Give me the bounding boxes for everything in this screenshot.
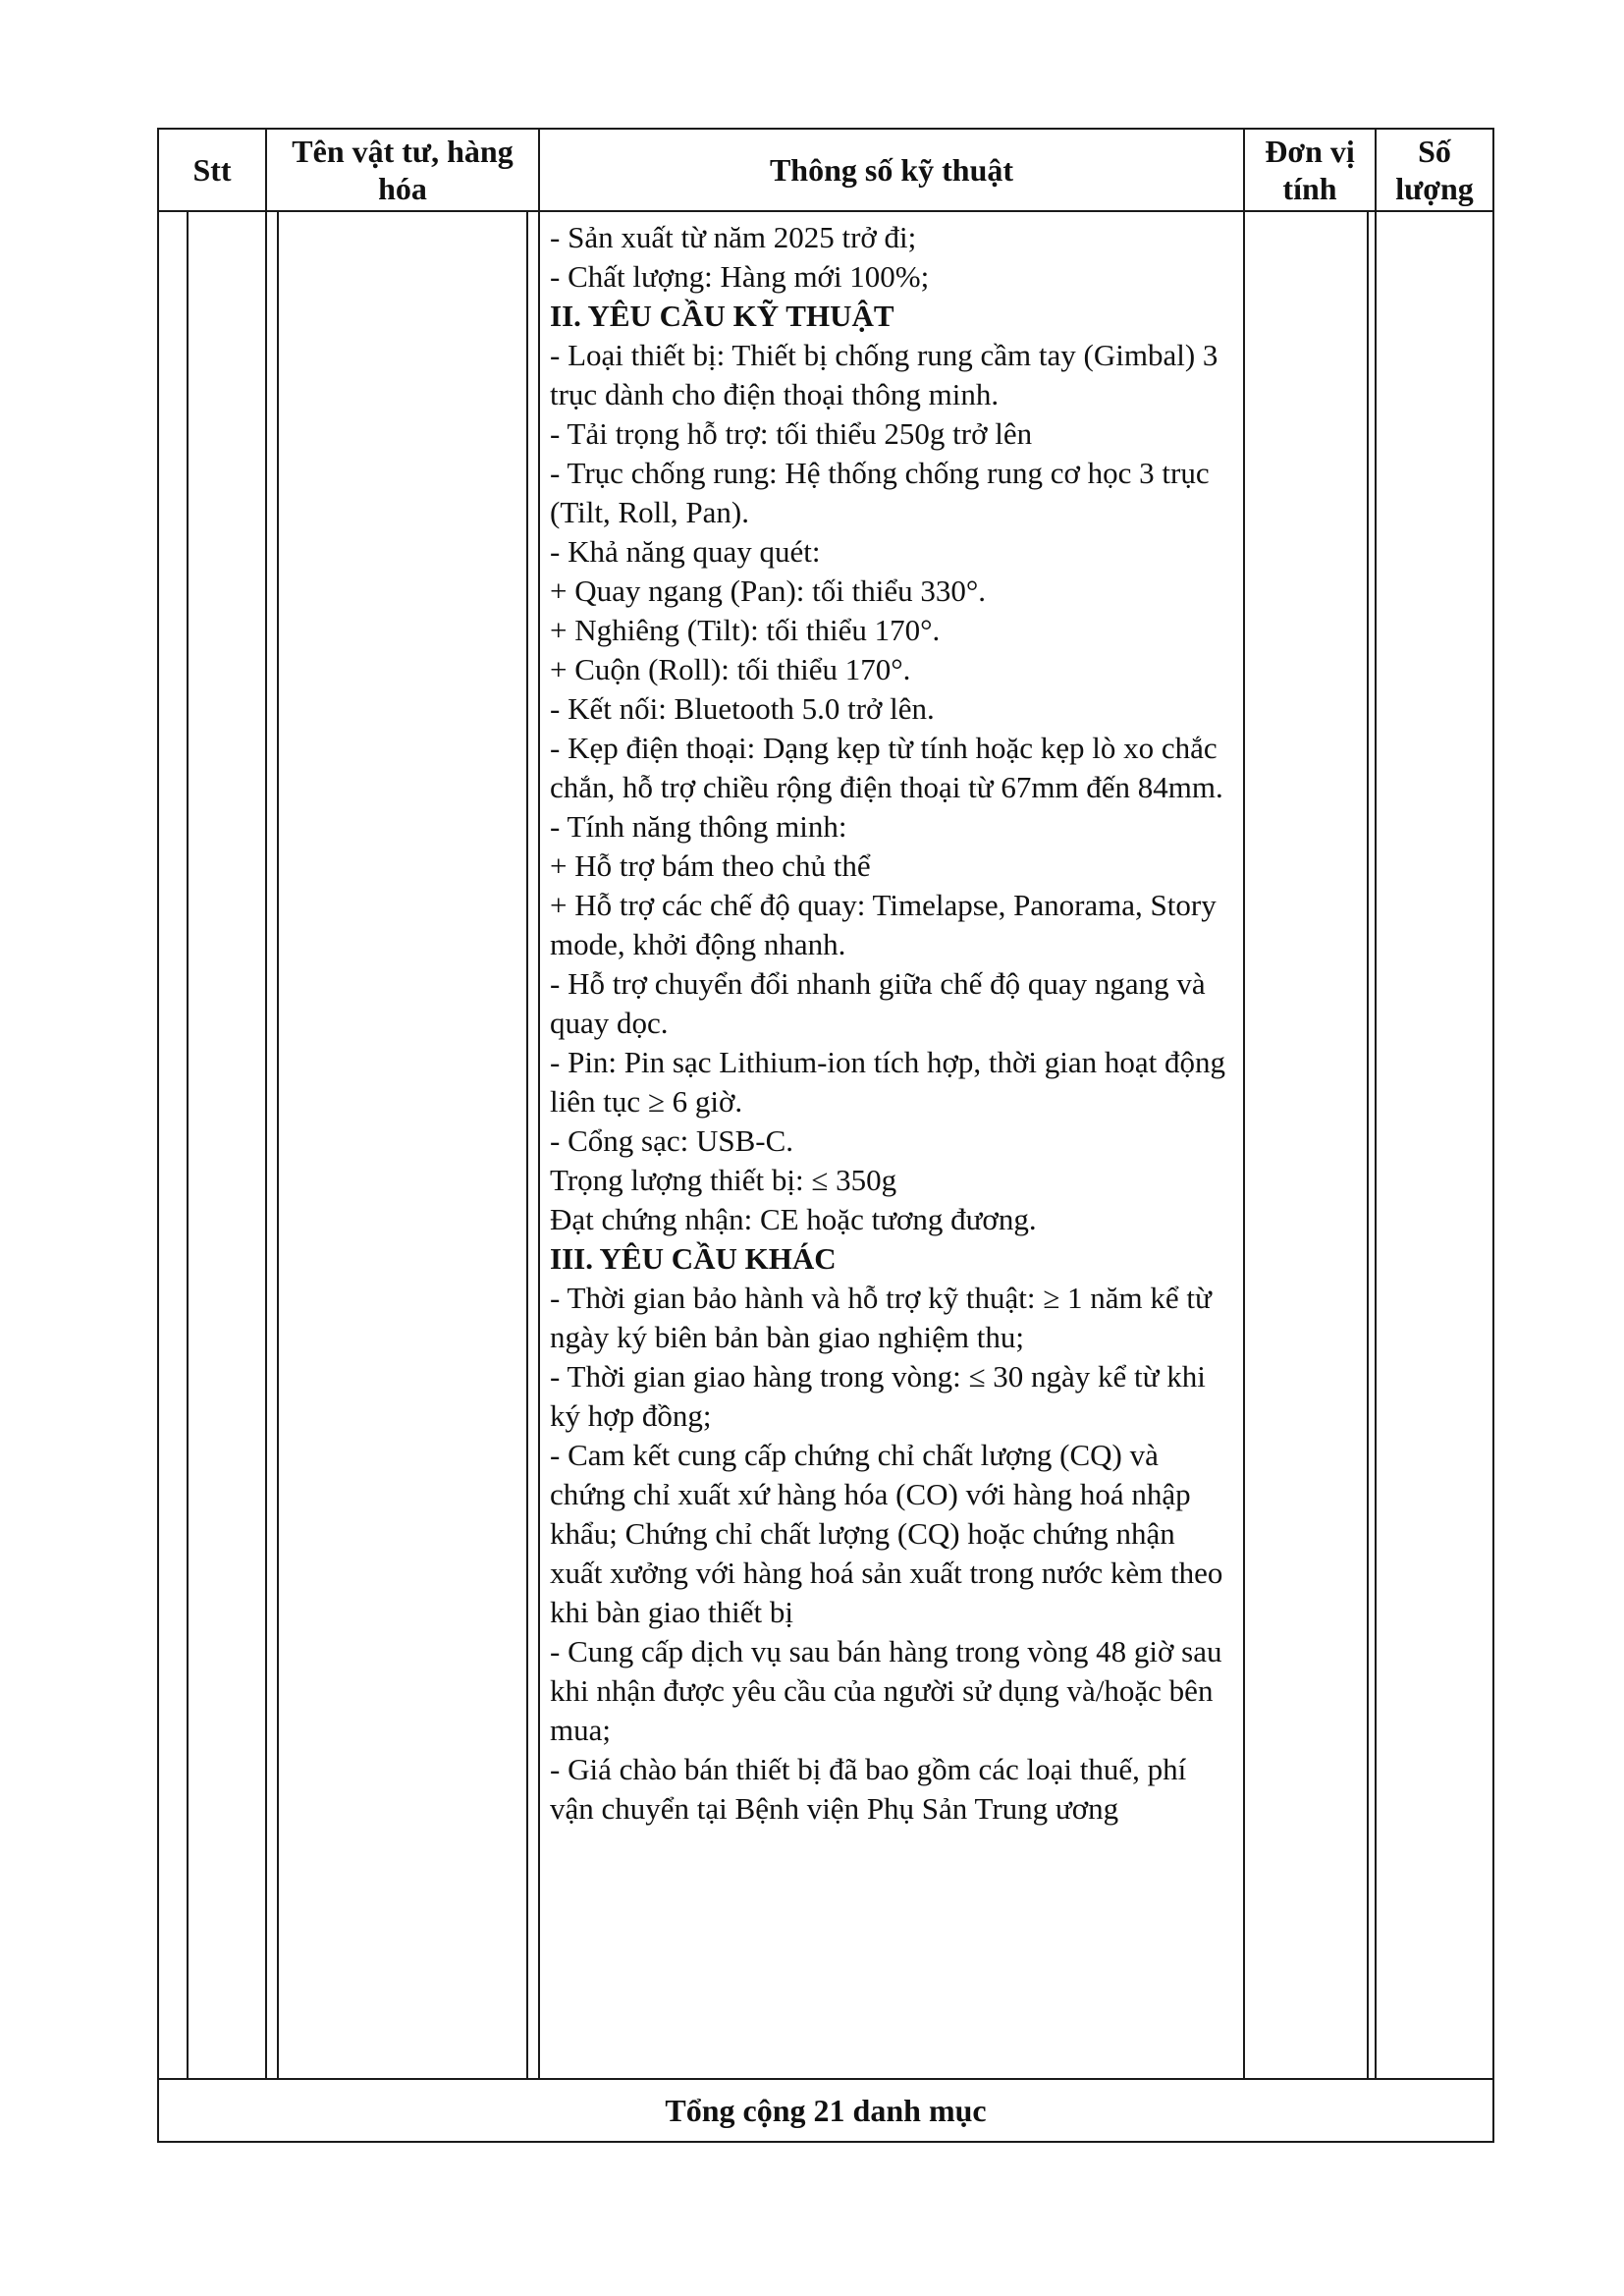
spec-line: - Khả năng quay quét: <box>550 534 821 569</box>
unit-cell <box>1244 211 1376 2079</box>
spec-line: + Quay ngang (Pan): tối thiểu 330°. <box>550 574 987 608</box>
header-unit: Đơn vị tính <box>1244 129 1376 211</box>
spec-line: - Pin: Pin sạc Lithium-ion tích hợp, thời gian hoạt động liên tục ≥ 6 giờ. <box>550 1045 1226 1119</box>
spec-line: - Kẹp điện thoại: Dạng kẹp từ tính hoặc kẹp lò xo chắc chắn, hỗ trợ chiều rộng điện thoại từ 67mm đến 84mm. <box>550 731 1223 804</box>
spec-line: - Thời gian giao hàng trong vòng: ≤ 30 ngày kể từ khi ký hợp đồng; <box>550 1359 1206 1433</box>
spec-line: - Chất lượng: Hàng mới 100%; <box>550 259 930 294</box>
spec-line: - Thời gian bảo hành và hỗ trợ kỹ thuật: ≥ 1 năm kể từ ngày ký biên bản bàn giao nghiệm thu; <box>550 1281 1212 1354</box>
name-cell <box>266 211 539 2079</box>
spec-line: - Giá chào bán thiết bị đã bao gồm các loại thuế, phí vận chuyển tại Bệnh viện Phụ Sản Trung ương <box>550 1752 1187 1826</box>
total-label: Tổng cộng 21 danh mục <box>158 2079 1493 2142</box>
spec-line: - Tính năng thông minh: <box>550 809 847 844</box>
spec-line: Trọng lượng thiết bị: ≤ 350g <box>550 1163 897 1197</box>
header-name: Tên vật tư, hàng hóa <box>266 129 539 211</box>
stt-cell <box>158 211 266 2079</box>
spec-line: - Cung cấp dịch vụ sau bán hàng trong vòng 48 giờ sau khi nhận được yêu cầu của người sử dụng và/hoặc bên mua; <box>550 1634 1222 1747</box>
spec-line: - Cổng sạc: USB-C. <box>550 1123 793 1158</box>
spec-line: + Hỗ trợ bám theo chủ thể <box>550 848 871 883</box>
spec-line: - Hỗ trợ chuyển đổi nhanh giữa chế độ quay ngang và quay dọc. <box>550 966 1206 1040</box>
table-row <box>158 211 1493 2079</box>
name-cell-inner <box>267 212 538 2078</box>
spec-line: - Tải trọng hỗ trợ: tối thiểu 250g trở lên <box>550 416 1033 451</box>
spec-line: - Sản xuất từ năm 2025 trở đi; <box>550 220 917 254</box>
table-header-row <box>158 129 1493 211</box>
spec-line: + Cuộn (Roll): tối thiểu 170°. <box>550 652 911 686</box>
stt-cell-inner <box>159 212 265 2078</box>
header-stt: Stt <box>158 129 266 211</box>
total-row <box>158 2079 1493 2142</box>
spec-line: - Trục chống rung: Hệ thống chống rung cơ học 3 trục (Tilt, Roll, Pan). <box>550 456 1210 529</box>
spec-lines <box>550 218 1233 1829</box>
spec-line: + Hỗ trợ các chế độ quay: Timelapse, Panorama, Story mode, khởi động nhanh. <box>550 888 1217 961</box>
qty-cell <box>1376 211 1493 2079</box>
header-qty: Số lượng <box>1376 129 1493 211</box>
spec-line: - Cam kết cung cấp chứng chỉ chất lượng (CQ) và chứng chỉ xuất xứ hàng hóa (CO) với hàng hoá nhập khẩu; Chứng chỉ chất lượng (CQ) hoặc chứng nhận xuất xưởng với hàng hoá sản xuất trong nước kèm theo khi bàn giao thiết bị <box>550 1438 1223 1629</box>
spec-section-heading: III. YÊU CẦU KHÁC <box>550 1241 837 1276</box>
unit-cell-inner <box>1245 212 1375 2078</box>
spec-cell <box>539 211 1244 2079</box>
spec-line: + Nghiêng (Tilt): tối thiểu 170°. <box>550 613 941 647</box>
spec-line: - Kết nối: Bluetooth 5.0 trở lên. <box>550 691 935 726</box>
spec-line: - Loại thiết bị: Thiết bị chống rung cầm tay (Gimbal) 3 trục dành cho điện thoại thông minh. <box>550 338 1218 411</box>
header-spec: Thông số kỹ thuật <box>539 129 1244 211</box>
spec-table <box>157 128 1494 2143</box>
spec-line: Đạt chứng nhận: CE hoặc tương đương. <box>550 1202 1037 1236</box>
spec-section-heading: II. YÊU CẦU KỸ THUẬT <box>550 299 894 333</box>
